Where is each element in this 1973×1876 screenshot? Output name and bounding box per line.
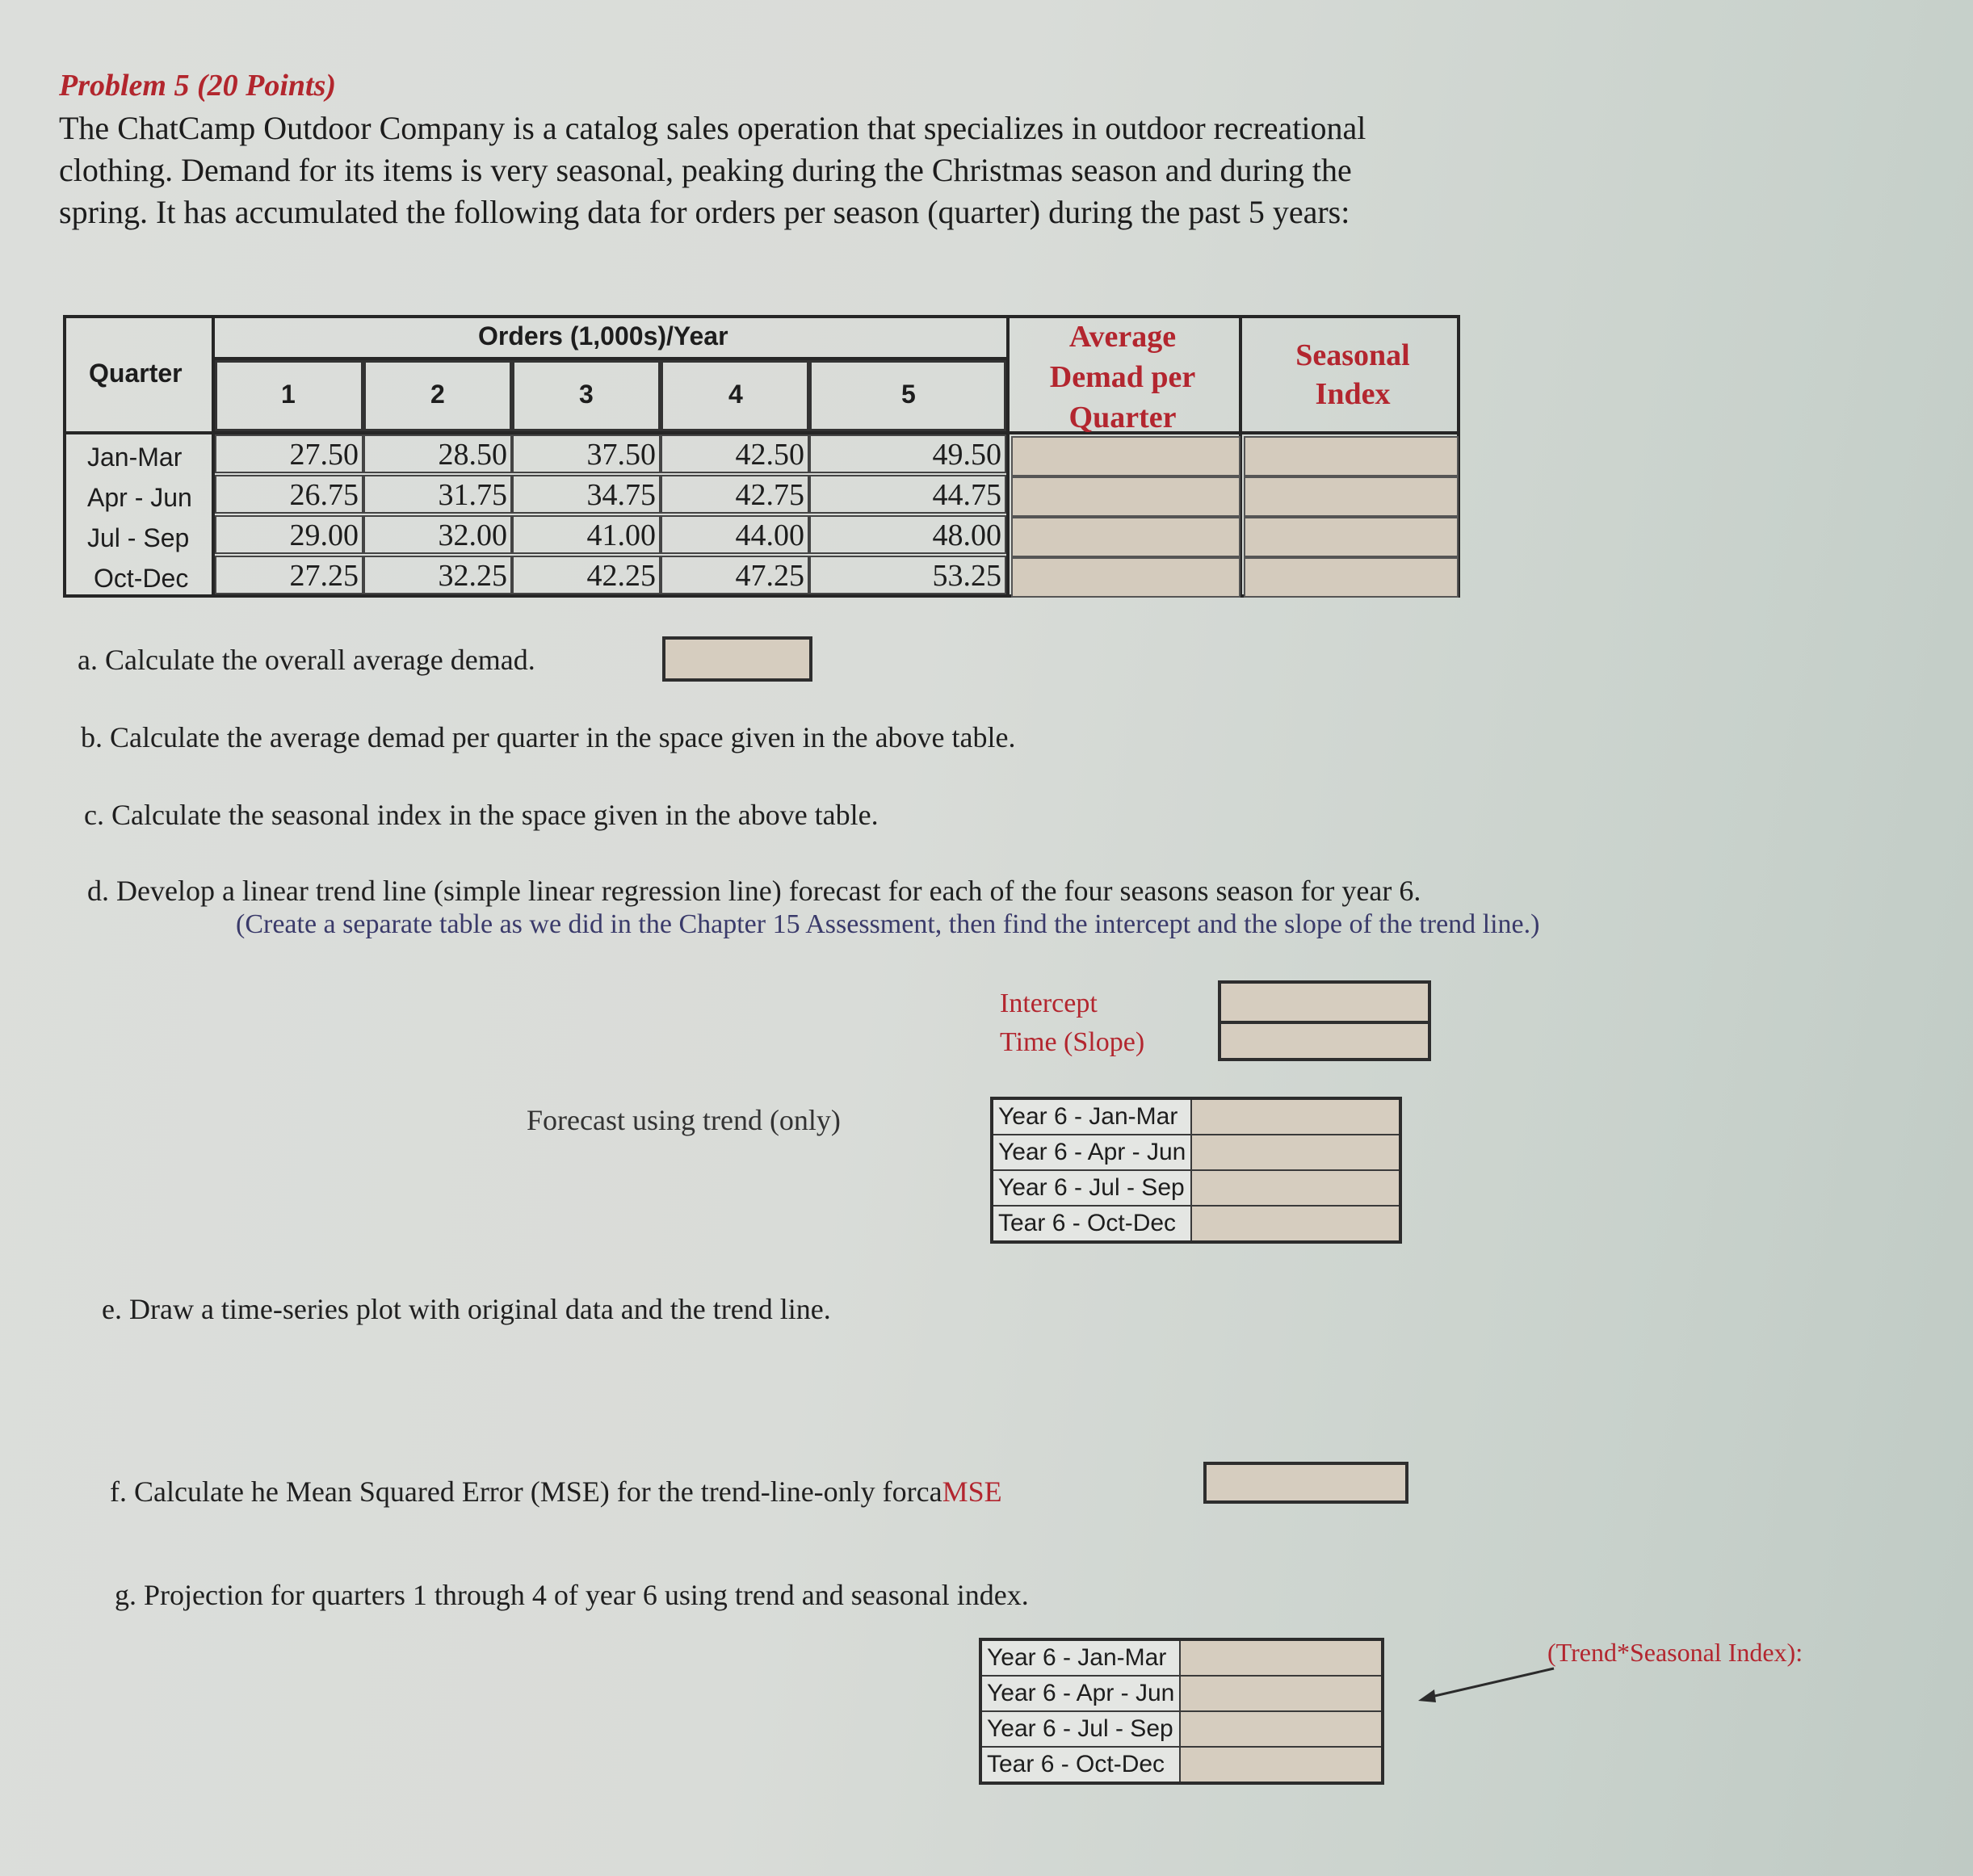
forecast-label: Forecast using trend (only) — [527, 1104, 841, 1136]
table-cell: 44.75 — [809, 475, 1006, 514]
projection-row-label: Year 6 - Jul - Sep — [980, 1711, 1180, 1747]
forecast-answer[interactable] — [1191, 1098, 1400, 1135]
table-cell: 48.00 — [809, 515, 1006, 554]
question-d: d. Develop a linear trend line (simple linear regression line) forecast for each of the four seasons season for year 6. — [87, 875, 1421, 907]
projection-row-label: Year 6 - Apr - Jun — [980, 1676, 1180, 1711]
question-d-note: (Create a separate table as we did in the Chapter 15 Assessment, then find the intercept and the slope of the trend line.) — [236, 909, 1540, 939]
intercept-label: Intercept — [1000, 988, 1098, 1018]
projection-row-label: Year 6 - Jan-Mar — [980, 1639, 1180, 1676]
seasonal-index-header: Seasonal Index — [1295, 338, 1410, 411]
table-cell: 28.50 — [363, 434, 512, 473]
seasonal-index-cell[interactable] — [1244, 436, 1459, 476]
question-c: c. Calculate the seasonal index in the space given in the above table. — [84, 799, 879, 831]
problem-intro: The ChatCamp Outdoor Company is a catalog sales operation that specializes in outdoor recreational clothing. Demand for its items is very seasonal, peaking during the Christmas season and during the spring. It has accumulated the following data for orders per season (quarter) during the past 5 years: — [59, 110, 1366, 230]
quarter-header: Quarter — [89, 359, 183, 388]
question-a: a. Calculate the overall average demad. — [78, 644, 535, 676]
question-e: e. Draw a time-series plot with original data and the trend line. — [102, 1293, 831, 1325]
table-cell: 32.00 — [363, 515, 512, 554]
seasonal-index-cell[interactable] — [1244, 557, 1459, 598]
projection-answer[interactable] — [1180, 1711, 1383, 1747]
table-cell: 32.25 — [363, 556, 512, 594]
slope-label: Time (Slope) — [1000, 1027, 1145, 1057]
forecast-row-label: Year 6 - Jan-Mar — [992, 1098, 1191, 1135]
table-cell: 37.50 — [512, 434, 661, 473]
quarter-label: Apr - Jun — [87, 483, 192, 512]
table-cell: 27.25 — [215, 556, 363, 594]
forecast-row-label: Year 6 - Jul - Sep — [992, 1170, 1191, 1206]
table-cell: 44.00 — [661, 515, 809, 554]
table-cell: 42.50 — [661, 434, 809, 473]
seasonal-index-cell[interactable] — [1244, 476, 1459, 517]
avg-demand-cell[interactable] — [1011, 476, 1240, 517]
year-header-3: 3 — [579, 380, 594, 409]
left-arrow-icon — [1412, 1660, 1557, 1709]
quarter-label: Jan-Mar — [87, 443, 183, 472]
mse-label: MSE — [942, 1475, 1002, 1508]
table-cell: 26.75 — [215, 475, 363, 514]
avg-demand-cell[interactable] — [1011, 436, 1240, 476]
forecast-answer[interactable] — [1191, 1170, 1400, 1206]
forecast-answer[interactable] — [1191, 1135, 1400, 1170]
problem-title: Problem 5 (20 Points) — [59, 69, 337, 103]
projection-note: (Trend*Seasonal Index): — [1547, 1638, 1803, 1667]
projection-answer[interactable] — [1180, 1676, 1383, 1711]
avg-demand-cell[interactable] — [1011, 557, 1240, 598]
forecast-row-label: Year 6 - Apr - Jun — [992, 1135, 1191, 1170]
projection-answer[interactable] — [1180, 1747, 1383, 1783]
overall-average-answer-box[interactable] — [662, 636, 812, 682]
avg-demand-cell[interactable] — [1011, 517, 1240, 557]
projection-answer[interactable] — [1180, 1639, 1383, 1676]
avg-demand-header: Average Demad per Quarter — [1049, 320, 1196, 434]
projection-row-label: Tear 6 - Oct-Dec — [980, 1747, 1180, 1783]
projection-table — [979, 1638, 1384, 1785]
forecast-row-label: Tear 6 - Oct-Dec — [992, 1206, 1191, 1242]
table-cell: 53.25 — [809, 556, 1006, 594]
question-b: b. Calculate the average demad per quarter in the space given in the above table. — [81, 721, 1016, 753]
table-cell: 42.25 — [512, 556, 661, 594]
table-cell: 47.25 — [661, 556, 809, 594]
question-g: g. Projection for quarters 1 through 4 of year 6 using trend and seasonal index. — [115, 1579, 1029, 1611]
year-header-5: 5 — [901, 380, 916, 409]
table-cell: 27.50 — [215, 434, 363, 473]
quarter-label: Jul - Sep — [87, 523, 190, 552]
seasonal-index-cell[interactable] — [1244, 517, 1459, 557]
question-f — [110, 1475, 1002, 1509]
year-header-1: 1 — [281, 380, 296, 409]
slope-answer[interactable] — [1221, 1022, 1428, 1058]
year-header-4: 4 — [728, 380, 743, 409]
table-cell: 34.75 — [512, 475, 661, 514]
table-cell: 29.00 — [215, 515, 363, 554]
year-header-2: 2 — [430, 380, 445, 409]
mse-answer-box[interactable] — [1203, 1462, 1408, 1504]
table-cell: 41.00 — [512, 515, 661, 554]
intercept-answer[interactable] — [1221, 984, 1428, 1018]
table-cell: 42.75 — [661, 475, 809, 514]
forecast-table — [990, 1097, 1402, 1244]
question-f-text: f. Calculate he Mean Squared Error (MSE) for the trend-line-only forca — [110, 1475, 942, 1508]
table-cell: 49.50 — [809, 434, 1006, 473]
forecast-answer[interactable] — [1191, 1206, 1400, 1242]
quarter-label: Oct-Dec — [94, 564, 189, 593]
table-cell: 31.75 — [363, 475, 512, 514]
orders-header: Orders (1,000s)/Year — [478, 321, 728, 350]
